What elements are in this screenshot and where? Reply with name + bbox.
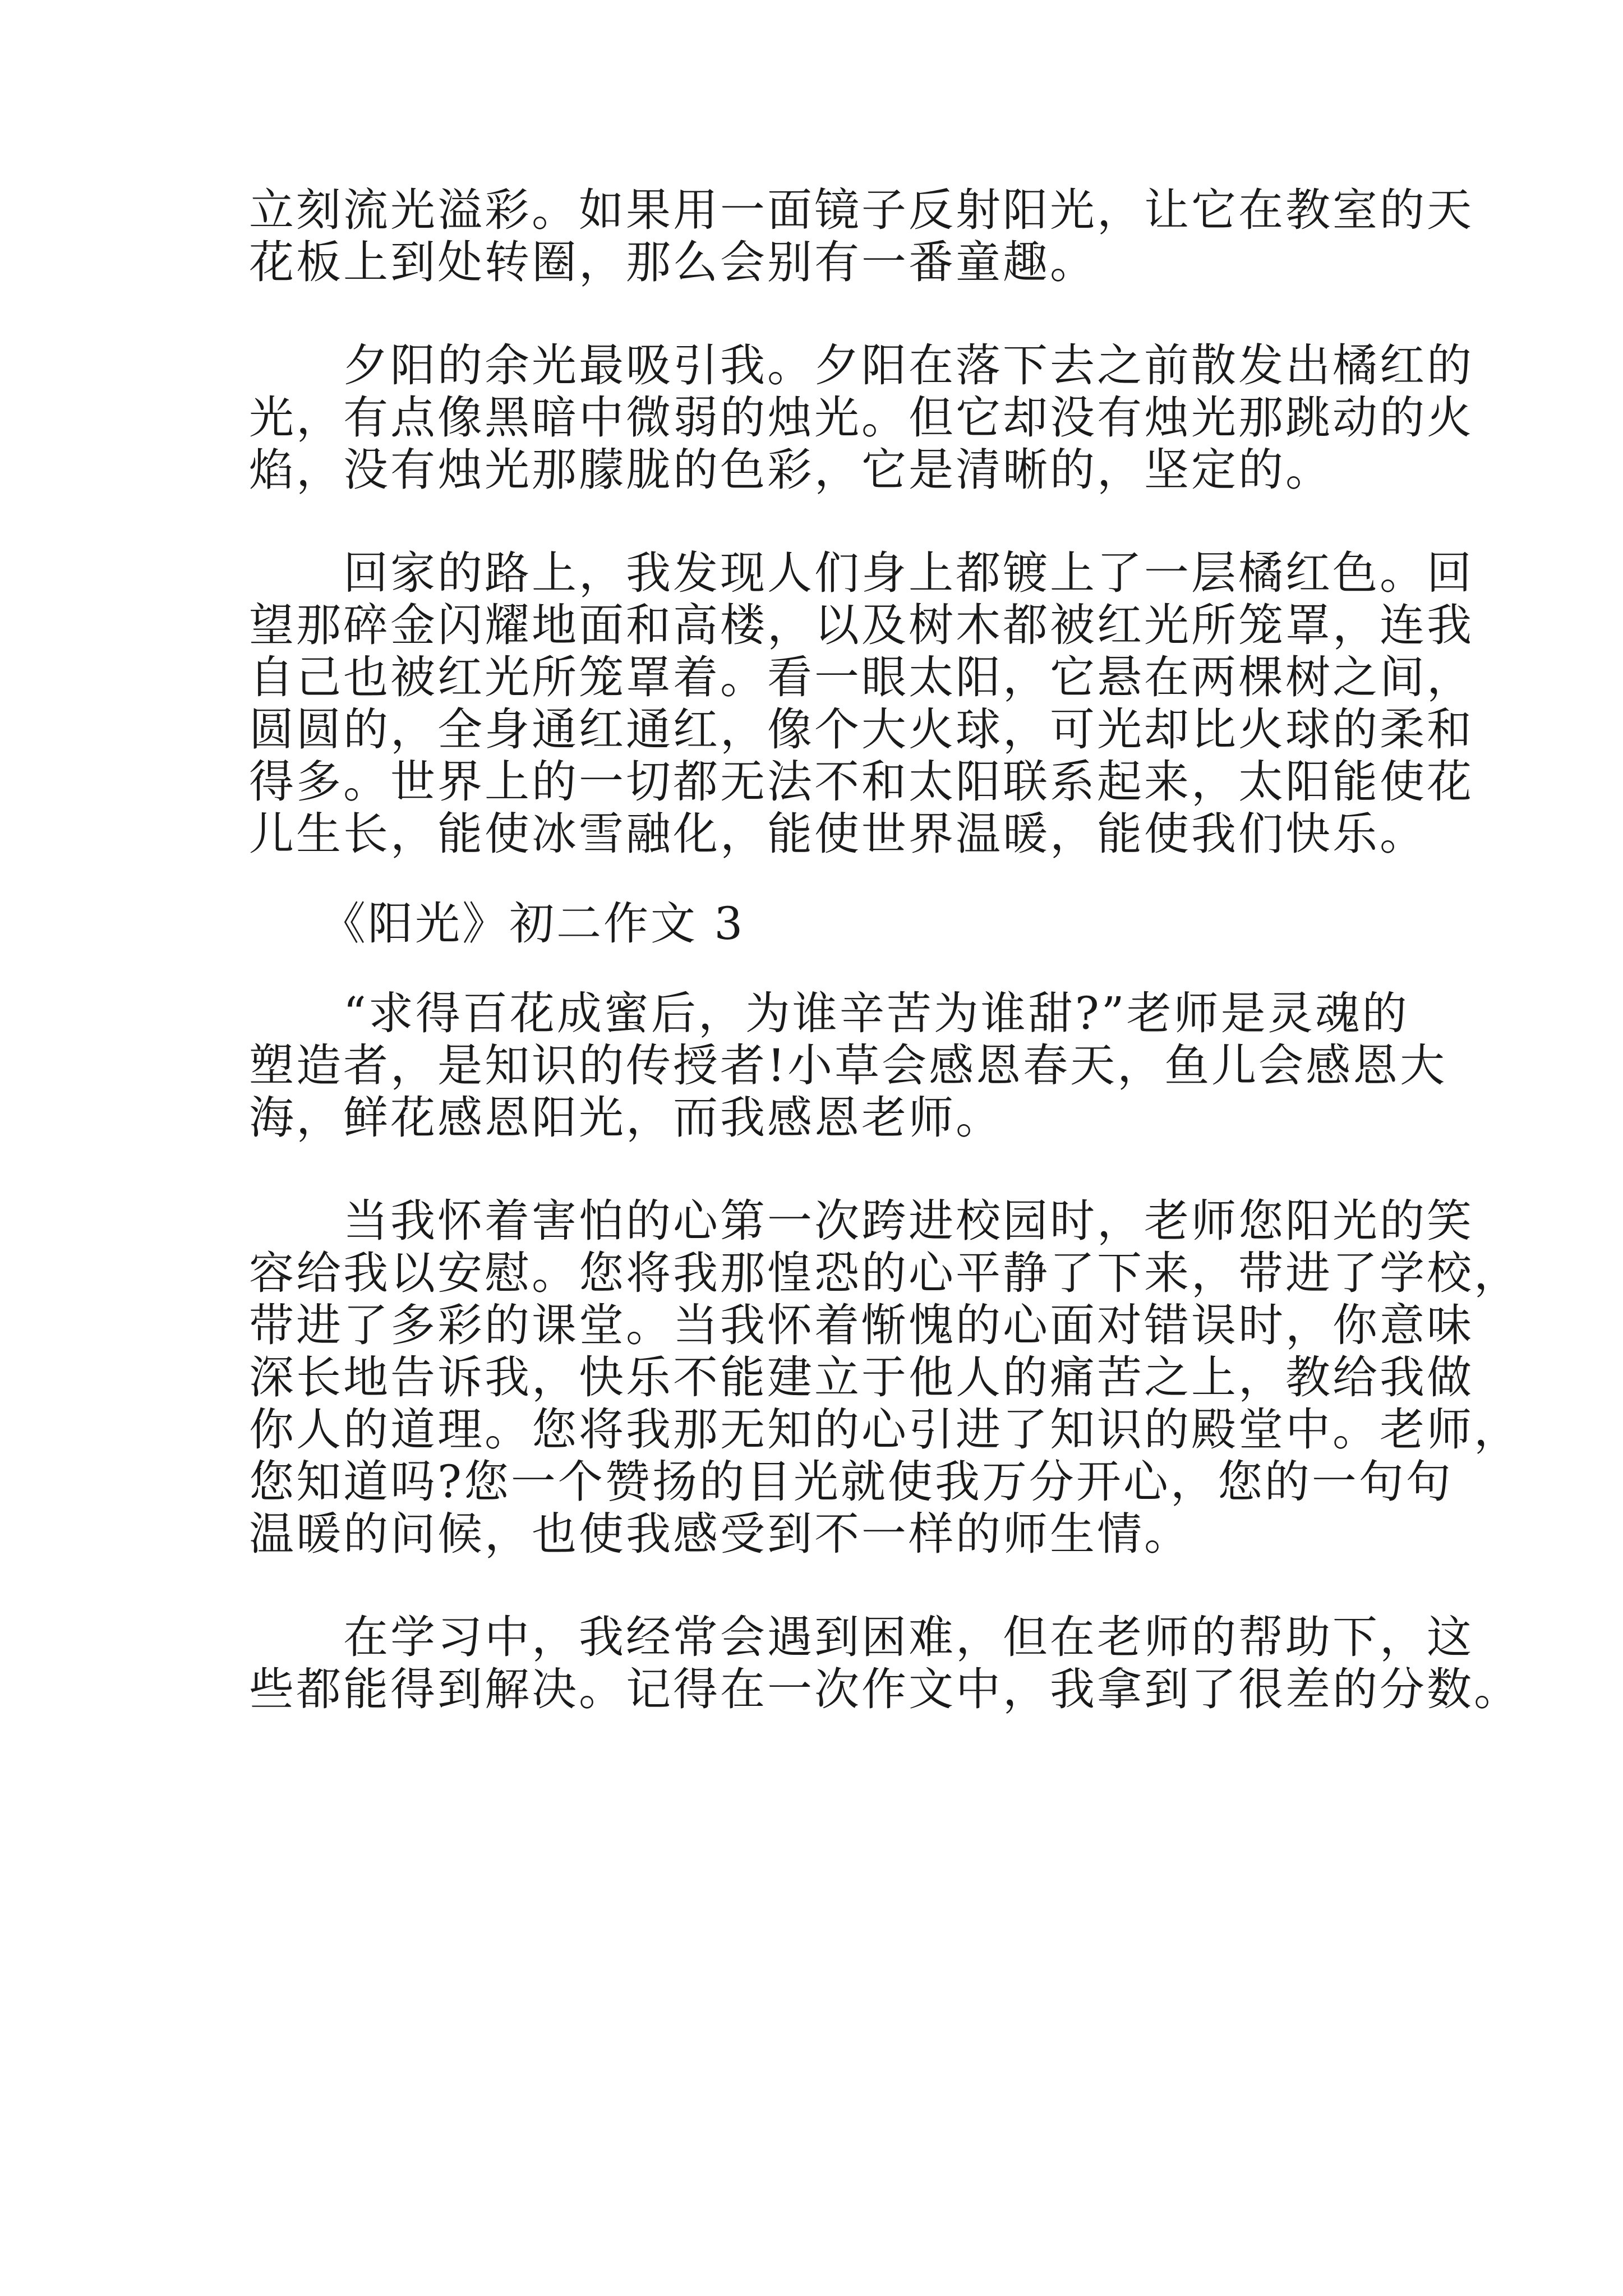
text-line: 儿生长，能使冰雪融化，能使世界温暖，能使我们快乐。 bbox=[249, 808, 1427, 860]
paragraph-first-line: 夕阳的余光最吸引我。夕阳在落下去之前散发出橘红的 bbox=[249, 339, 1474, 392]
text-line: 您知道吗?您一个赞扬的目光就使我万分开心，您的一句句 bbox=[249, 1456, 1453, 1508]
text-line: 自己也被红光所笼罩着。看一眼太阳，它悬在两棵树之间， bbox=[249, 651, 1474, 703]
text-line: 立刻流光溢彩。如果用一面镜子反射阳光，让它在教室的天 bbox=[249, 184, 1474, 236]
text-line: 温暖的问候，也使我感受到不一样的师生情。 bbox=[249, 1508, 1191, 1560]
text-line: 光，有点像黑暗中微弱的烛光。但它却没有烛光那跳动的火 bbox=[249, 392, 1474, 444]
text-line: 带进了多彩的课堂。当我怀着惭愧的心面对错误时，你意味 bbox=[249, 1299, 1474, 1351]
text-line: 望那碎金闪耀地面和高楼，以及树木都被红光所笼罩，连我 bbox=[249, 599, 1474, 651]
text-line: 花板上到处转圈，那么会别有一番童趣。 bbox=[249, 236, 1097, 288]
text-line: 塑造者，是知识的传授者!小草会感恩春天，鱼儿会感恩大 bbox=[249, 1039, 1447, 1092]
body-text bbox=[249, 184, 1521, 1717]
paragraph-first-line: 当我怀着害怕的心第一次跨进校园时，老师您阳光的笑 bbox=[249, 1195, 1474, 1247]
text-line: 你人的道理。您将我那无知的心引进了知识的殿堂中。老师， bbox=[249, 1404, 1521, 1456]
text-line: 容给我以安慰。您将我那惶恐的心平静了下来，带进了学校， bbox=[249, 1247, 1521, 1299]
text-line: 圆圆的，全身通红通红，像个大火球，可光却比火球的柔和 bbox=[249, 703, 1474, 756]
paragraph-first-line: 在学习中，我经常会遇到困难，但在老师的帮助下，这 bbox=[249, 1611, 1474, 1663]
text-line: 海，鲜花感恩阳光，而我感恩老师。 bbox=[249, 1092, 1003, 1144]
text-line: 得多。世界上的一切都无法不和太阳联系起来，太阳能使花 bbox=[249, 756, 1474, 808]
text-line: 焰，没有烛光那朦胧的色彩，它是清晰的，坚定的。 bbox=[249, 444, 1332, 496]
section-heading: 《阳光》初二作文 3 bbox=[249, 898, 745, 950]
paragraph-first-line: “求得百花成蜜后，为谁辛苦为谁甜?”老师是灵魂的 bbox=[249, 987, 1409, 1039]
paragraph-first-line: 回家的路上，我发现人们身上都镀上了一层橘红色。回 bbox=[249, 547, 1474, 599]
text-line: 深长地告诉我，快乐不能建立于他人的痛苦之上，教给我做 bbox=[249, 1351, 1474, 1404]
text-line: 些都能得到解决。记得在一次作文中，我拿到了很差的分数。 bbox=[249, 1663, 1521, 1715]
